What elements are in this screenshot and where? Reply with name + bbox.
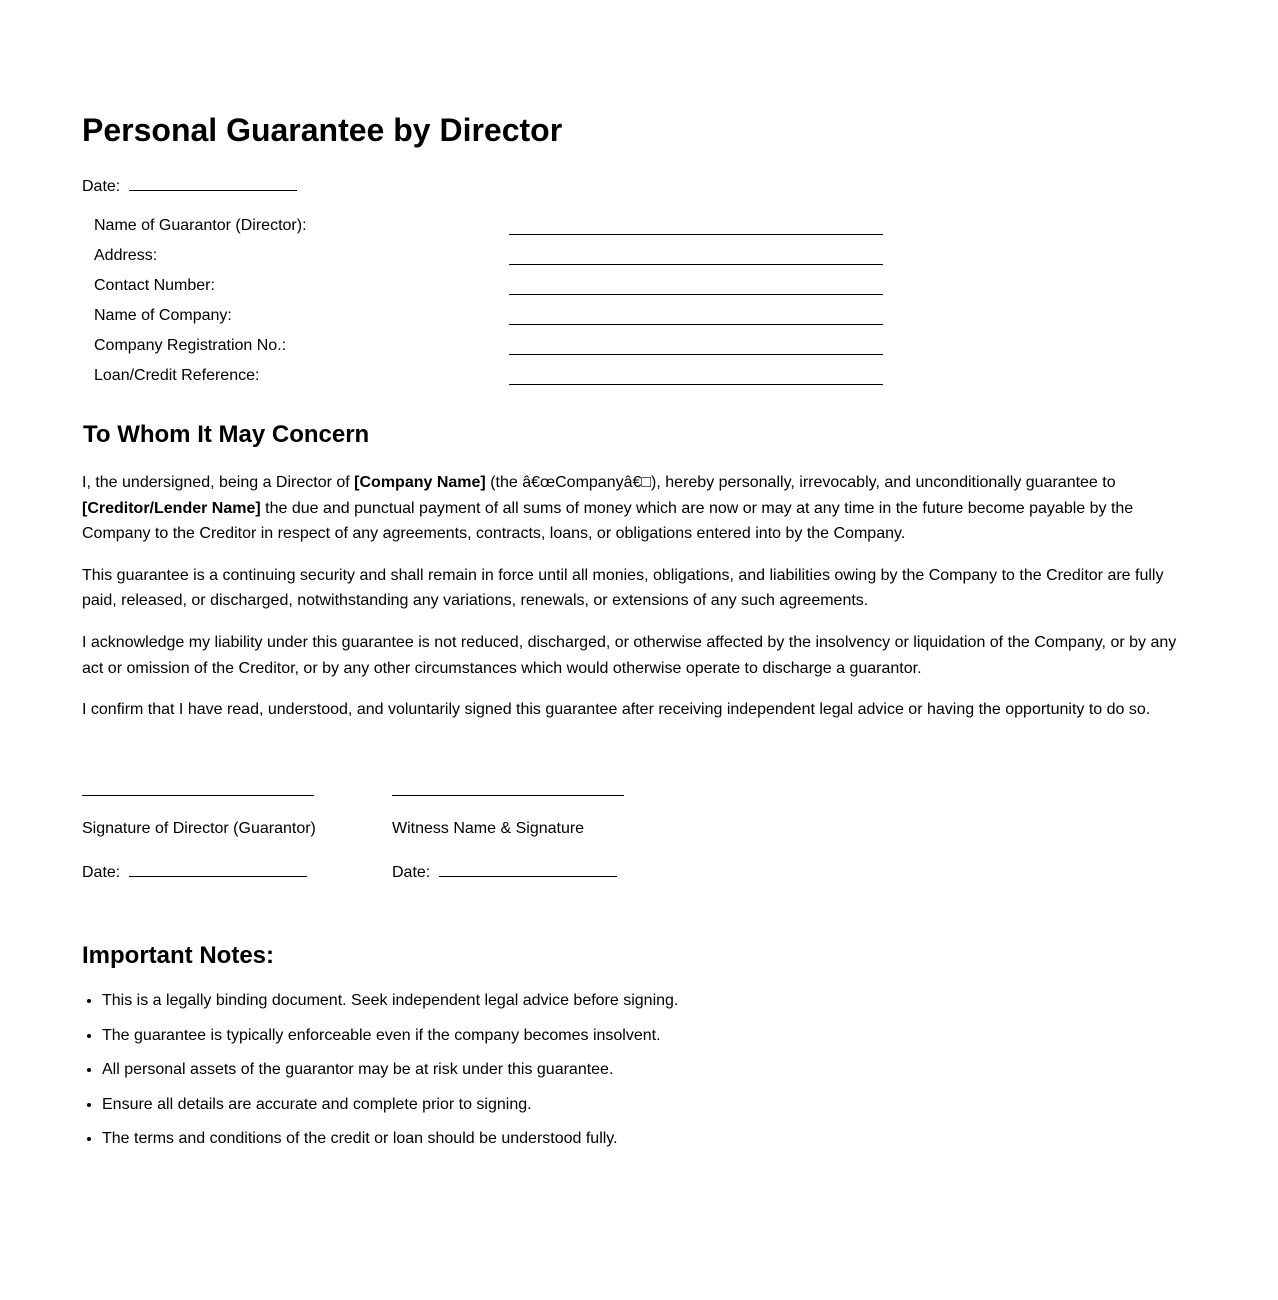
- list-item: • The terms and conditions of the credit or loan should be understood fully.: [102, 1128, 678, 1163]
- field-blank-line[interactable]: [509, 234, 883, 235]
- witness-signature-label: Witness Name & Signature: [392, 820, 585, 837]
- company-name-placeholder: [Company Name]: [354, 474, 486, 491]
- paragraph-confirmation: I confirm that I have read, understood, and voluntarily signed this guarantee after receiving independent legal advice or having the opportunity to do so.: [82, 701, 1151, 719]
- witness-signature-block: [392, 778, 652, 881]
- field-company-name: [94, 304, 884, 334]
- director-signature-label: Signature of Director (Guarantor): [82, 820, 316, 837]
- paragraph-text: (the â€œCompanyâ€□), hereby personally, irrevocably, and unconditionally guarantee to: [485, 474, 1116, 491]
- top-date-blank[interactable]: [129, 175, 297, 191]
- field-blank-line[interactable]: [509, 324, 883, 325]
- director-date-field: [82, 861, 307, 883]
- paragraph-guarantee: [82, 470, 1182, 547]
- field-company-registration: [94, 334, 884, 364]
- list-item: • All personal assets of the guarantor may be at risk under this guarantee.: [102, 1059, 678, 1094]
- document-title: Personal Guarantee by Director: [82, 112, 563, 148]
- field-blank-line[interactable]: [509, 264, 883, 265]
- witness-date-label: Date:: [392, 864, 431, 881]
- field-blank-line[interactable]: [509, 384, 883, 385]
- field-label: Contact Number:: [94, 277, 215, 294]
- witness-signature-line[interactable]: [392, 778, 624, 796]
- field-address: [94, 244, 884, 274]
- notes-list: [82, 990, 678, 1163]
- witness-date-blank[interactable]: [439, 861, 617, 877]
- creditor-name-placeholder: [Creditor/Lender Name]: [82, 499, 261, 517]
- top-date-label: Date:: [82, 178, 121, 195]
- field-blank-line[interactable]: [509, 294, 883, 295]
- list-item: • Ensure all details are accurate and complete prior to signing.: [102, 1094, 678, 1129]
- field-loan-reference: [94, 364, 884, 394]
- field-guarantor-name: [94, 214, 884, 244]
- list-item: • This is a legally binding document. Seek independent legal advice before signing.: [102, 990, 678, 1025]
- field-blank-line[interactable]: [509, 354, 883, 355]
- paragraph-liability: I acknowledge my liability under this guarantee is not reduced, discharged, or otherwise affected by the insolvency or liquidation of the Company, or by any act or omission of the Creditor, or by any other circumstances which would otherwise operate to discharge a guarantor.: [82, 633, 1177, 677]
- field-label: Name of Company:: [94, 307, 232, 324]
- guarantee-body: [82, 470, 1182, 739]
- field-label: Name of Guarantor (Director):: [94, 217, 307, 234]
- director-date-label: Date:: [82, 864, 121, 881]
- details-fields: [94, 214, 884, 394]
- director-date-blank[interactable]: [129, 861, 307, 877]
- salutation-heading: To Whom It May Concern: [83, 421, 370, 448]
- notes-heading: Important Notes:: [82, 942, 274, 969]
- field-label: Loan/Credit Reference:: [94, 367, 260, 384]
- paragraph-text: I, the undersigned, being a Director of: [82, 474, 355, 491]
- paragraph-continuing-security: This guarantee is a continuing security and shall remain in force until all monies, obligations, and liabilities owing by the Company to the Creditor are fully paid, released, or discharged, notwithstanding any variations, renewals, or extensions of any such agreements.: [82, 566, 1164, 610]
- top-date-field: [82, 175, 297, 197]
- list-item: • The guarantee is typically enforceable even if the company becomes insolvent.: [102, 1025, 678, 1060]
- paragraph-text: the due and punctual payment of all sums of money which are now or may at any time in the future become payable by the Company to the Creditor in respect of any agreements, contracts, loans, or obligations entered into by the Company.: [82, 499, 1134, 543]
- field-label: Company Registration No.:: [94, 337, 287, 354]
- director-signature-block: [82, 778, 342, 881]
- field-contact-number: [94, 274, 884, 304]
- director-signature-line[interactable]: [82, 778, 314, 796]
- field-label: Address:: [94, 247, 158, 264]
- witness-date-field: [392, 861, 617, 883]
